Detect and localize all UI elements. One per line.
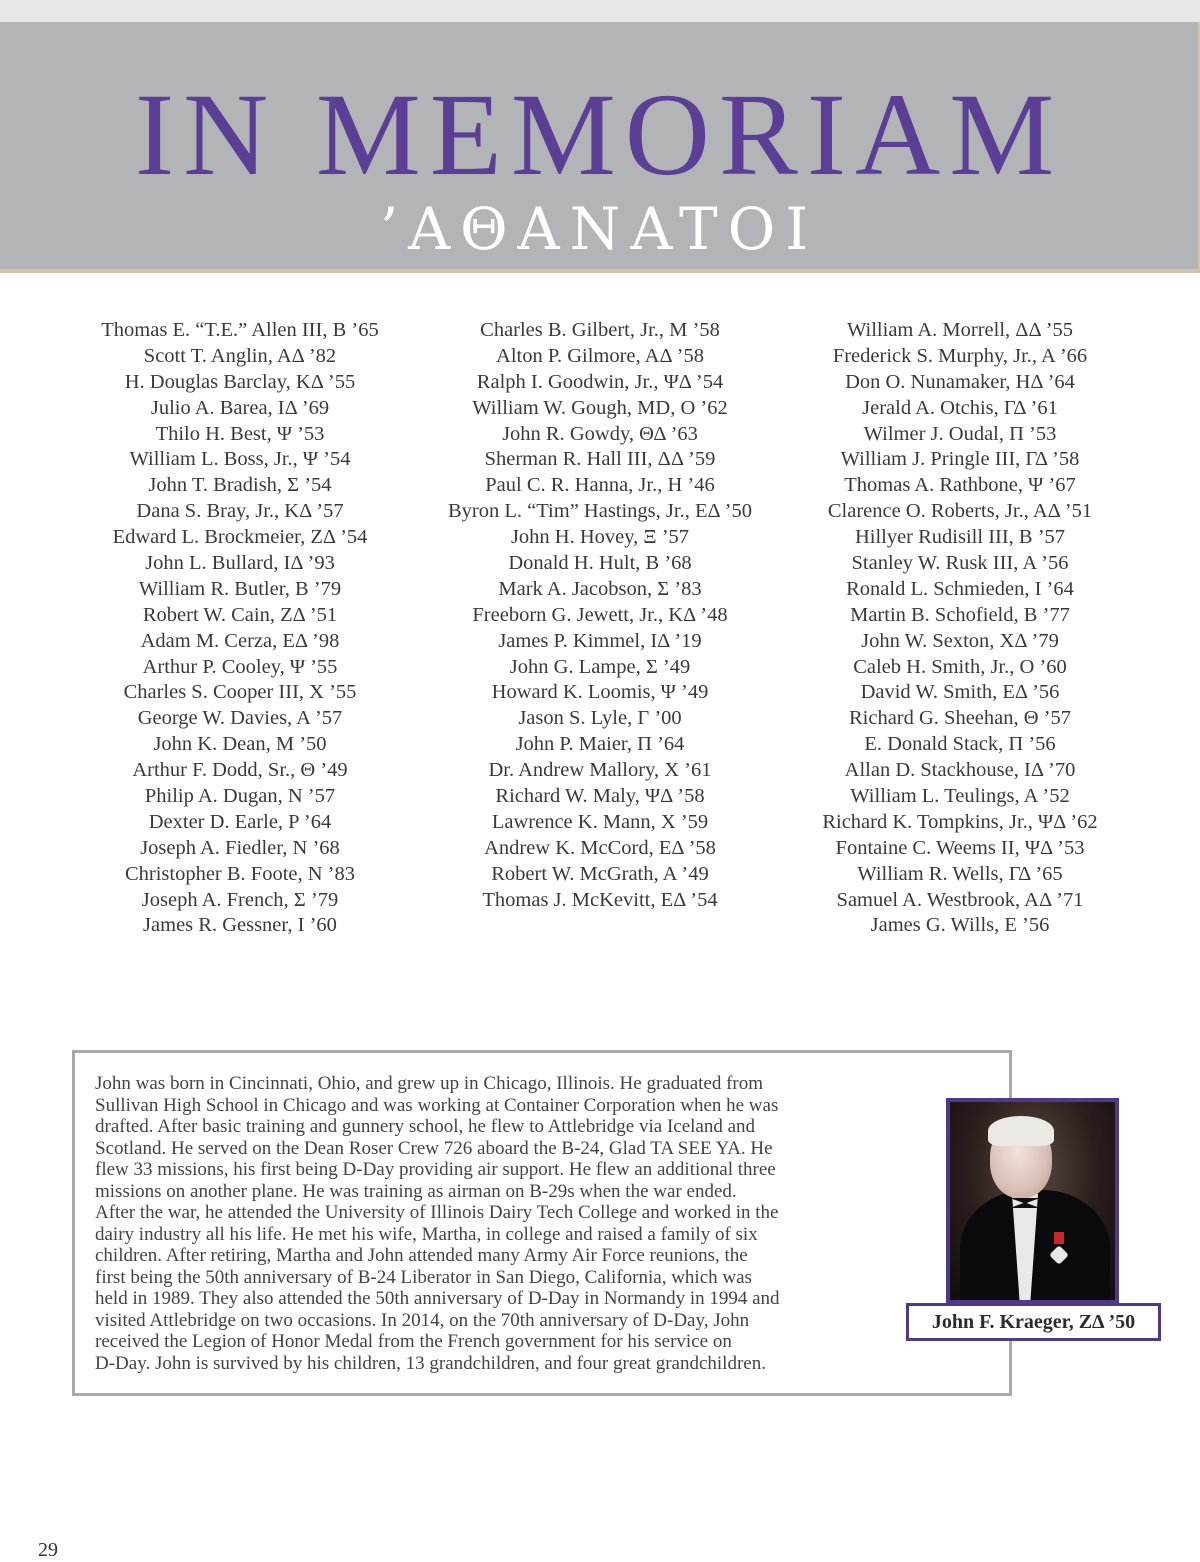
memorial-name: E. Donald Stack, Π ’56	[864, 733, 1056, 756]
memorial-name: William L. Teulings, A ’52	[850, 785, 1070, 808]
memorial-name: Fontaine C. Weems II, ΨΔ ’53	[835, 836, 1085, 859]
memorial-name: John R. Gowdy, ΘΔ ’63	[502, 422, 698, 445]
memorial-name: John K. Dean, M ’50	[153, 733, 327, 756]
biography-text	[95, 1073, 895, 1374]
page-title: IN MEMORIAM	[134, 69, 1064, 200]
memorial-name: Julio A. Barea, IΔ ’69	[150, 396, 330, 419]
biography-line: drafted. After basic training and gunnery school, he flew to Attlebridge via Iceland and	[95, 1116, 756, 1137]
memorial-name: William W. Gough, MD, O ’62	[472, 396, 728, 419]
memorial-name: Alton P. Gilmore, AΔ ’58	[496, 344, 704, 367]
memorial-name: John G. Lampe, Σ ’49	[509, 655, 691, 678]
memorial-name: Ralph I. Goodwin, Jr., ΨΔ ’54	[476, 370, 724, 393]
memorial-name: Dexter D. Earle, P ’64	[148, 810, 332, 833]
biography-line: Sullivan High School in Chicago and was working at Container Corporation when he was	[95, 1094, 779, 1116]
memorial-name: Jerald A. Otchis, ΓΔ ’61	[862, 396, 1058, 419]
memorial-name: Clarence O. Roberts, Jr., AΔ ’51	[827, 500, 1093, 523]
memorial-name: William L. Boss, Jr., Ψ ’54	[129, 448, 351, 471]
memorial-name: George W. Davies, A ’57	[137, 707, 343, 730]
memorial-name: Sherman R. Hall III, ΔΔ ’59	[484, 448, 716, 471]
memorial-name: William R. Wells, ΓΔ ’65	[857, 862, 1063, 885]
memorial-name: John W. Sexton, XΔ ’79	[861, 629, 1059, 652]
memorial-name: Dana S. Bray, Jr., KΔ ’57	[136, 500, 344, 523]
memorial-name: Adam M. Cerza, EΔ ’98	[140, 629, 340, 652]
memorial-name: Freeborn G. Jewett, Jr., KΔ ’48	[472, 603, 728, 626]
biography-line: missions on another plane. He was training as airman on B-29s when the war ended.	[95, 1180, 737, 1202]
memorial-name: Stanley W. Rusk III, A ’56	[851, 552, 1069, 575]
memorial-name: David W. Smith, EΔ ’56	[860, 681, 1060, 704]
memorial-name: Frederick S. Murphy, Jr., A ’66	[832, 344, 1088, 367]
biography-line: D-Day. John is survived by his children, 13 grandchildren, and four great grandchildren.	[95, 1352, 766, 1374]
memorial-name: John L. Bullard, IΔ ’93	[145, 552, 335, 575]
memorial-name: Charles B. Gilbert, Jr., M ’58	[480, 319, 720, 341]
memorial-name: John T. Bradish, Σ ’54	[148, 474, 332, 497]
memorial-name: William R. Butler, B ’79	[138, 577, 342, 600]
memorial-name: Ronald L. Schmieden, I ’64	[846, 577, 1074, 600]
memorial-name: Dr. Andrew Mallory, X ’61	[488, 759, 712, 782]
memorial-name: John H. Hovey, Ξ ’57	[510, 526, 690, 549]
biography-line: children. After retiring, Martha and John attended many Army Air Force reunions, the	[95, 1245, 748, 1266]
biography-line: held in 1989. They also attended the 50th anniversary of D-Day in Normandy in 1994 and	[95, 1288, 780, 1309]
biography-line: flew 33 missions, his first being D-Day providing air support. He flew an additional three	[95, 1159, 776, 1180]
biography-line: received the Legion of Honor Medal from the French government for his service on	[95, 1331, 732, 1352]
memorial-name: Thomas J. McKevitt, EΔ ’54	[482, 888, 718, 911]
memorial-name: H. Douglas Barclay, KΔ ’55	[124, 370, 356, 393]
memorial-name: James R. Gessner, I ’60	[143, 914, 337, 937]
memorial-name: Paul C. R. Hanna, Jr., H ’46	[485, 474, 715, 497]
memorial-name: Caleb H. Smith, Jr., O ’60	[853, 655, 1067, 678]
memorial-name: James G. Wills, E ’56	[870, 914, 1050, 937]
biography-line: first being the 50th anniversary of B-24 Liberator in San Diego, California, which was	[95, 1266, 752, 1288]
memorial-name: Andrew K. McCord, EΔ ’58	[484, 836, 716, 859]
memorial-name: Joseph A. French, Σ ’79	[141, 888, 339, 911]
memorial-name: Arthur F. Dodd, Sr., Θ ’49	[132, 759, 348, 782]
biography-line: dairy industry all his life. He met his wife, Martha, in college and raised a family of six	[95, 1223, 758, 1245]
memorial-name: Hillyer Rudisill III, B ’57	[854, 526, 1066, 549]
memorial-name: Richard W. Maly, ΨΔ ’58	[495, 785, 705, 808]
memorial-name: Christopher B. Foote, N ’83	[124, 862, 356, 885]
memorial-name: Jason S. Lyle, Γ ’00	[518, 707, 682, 730]
memorial-name: Samuel A. Westbrook, AΔ ’71	[836, 888, 1084, 911]
biography-line: visited Attlebridge on two occasions. In 2014, on the 70th anniversary of D-Day, John	[95, 1309, 750, 1331]
memorial-name: Richard K. Tompkins, Jr., ΨΔ ’62	[822, 810, 1098, 833]
memorial-name: Robert W. Cain, ZΔ ’51	[142, 603, 338, 626]
memorial-name: Don O. Nunamaker, HΔ ’64	[845, 370, 1075, 393]
memorial-name: Thomas E. “T.E.” Allen III, B ’65	[101, 319, 379, 341]
memorial-name: Mark A. Jacobson, Σ ’83	[498, 577, 702, 600]
biography-line: After the war, he attended the University of Illinois Dairy Tech College and worked in the	[95, 1202, 779, 1223]
memorial-name: Edward L. Brockmeier, ZΔ ’54	[112, 526, 368, 549]
memoriam-banner	[0, 22, 1200, 273]
top-strip	[0, 0, 1200, 22]
memorial-name: Thomas A. Rathbone, Ψ ’67	[844, 474, 1076, 497]
memorial-name: Byron L. “Tim” Hastings, Jr., EΔ ’50	[448, 500, 752, 523]
page-number: 29	[38, 1539, 58, 1561]
memorial-name: Donald H. Hult, B ’68	[508, 552, 692, 575]
memorial-name: Lawrence K. Mann, X ’59	[491, 810, 709, 833]
memorial-name: William J. Pringle III, ΓΔ ’58	[840, 448, 1080, 471]
name-column-1	[40, 318, 440, 939]
memorial-name: Charles S. Cooper III, X ’55	[123, 681, 357, 704]
memorial-name: Richard G. Sheehan, Θ ’57	[848, 707, 1072, 730]
memorial-name: John P. Maier, Π ’64	[515, 733, 685, 756]
memorial-name: Allan D. Stackhouse, IΔ ’70	[844, 759, 1076, 782]
memorial-name: Robert W. McGrath, A ’49	[491, 862, 709, 885]
photo-caption: John F. Kraeger, ZΔ ’50	[906, 1303, 1161, 1341]
memorial-name: Arthur P. Cooley, Ψ ’55	[142, 655, 338, 678]
memorial-name: Joseph A. Fiedler, N ’68	[140, 836, 340, 859]
name-column-2	[400, 318, 800, 913]
memorial-name: James P. Kimmel, IΔ ’19	[498, 629, 702, 652]
biography-line: John was born in Cincinnati, Ohio, and grew up in Chicago, Illinois. He graduated from	[95, 1073, 764, 1094]
memorial-name: Howard K. Loomis, Ψ ’49	[491, 681, 709, 704]
portrait-photo	[946, 1098, 1119, 1304]
memorial-name: Martin B. Schofield, B ’77	[850, 603, 1070, 626]
memorial-name: William A. Morrell, ΔΔ ’55	[847, 319, 1073, 341]
memorial-name: Philip A. Dugan, N ’57	[144, 785, 336, 808]
name-column-3	[760, 318, 1160, 939]
biography-box	[72, 1050, 1012, 1396]
page-subtitle-greek: ’AΘANATOI	[379, 195, 819, 263]
memorial-name: Wilmer J. Oudal, Π ’53	[863, 422, 1057, 445]
biography-line: Scotland. He served on the Dean Roser Crew 726 aboard the B-24, Glad TA SEE YA. He	[95, 1137, 773, 1159]
memorial-name: Thilo H. Best, Ψ ’53	[155, 422, 325, 445]
memorial-name: Scott T. Anglin, AΔ ’82	[143, 344, 337, 367]
